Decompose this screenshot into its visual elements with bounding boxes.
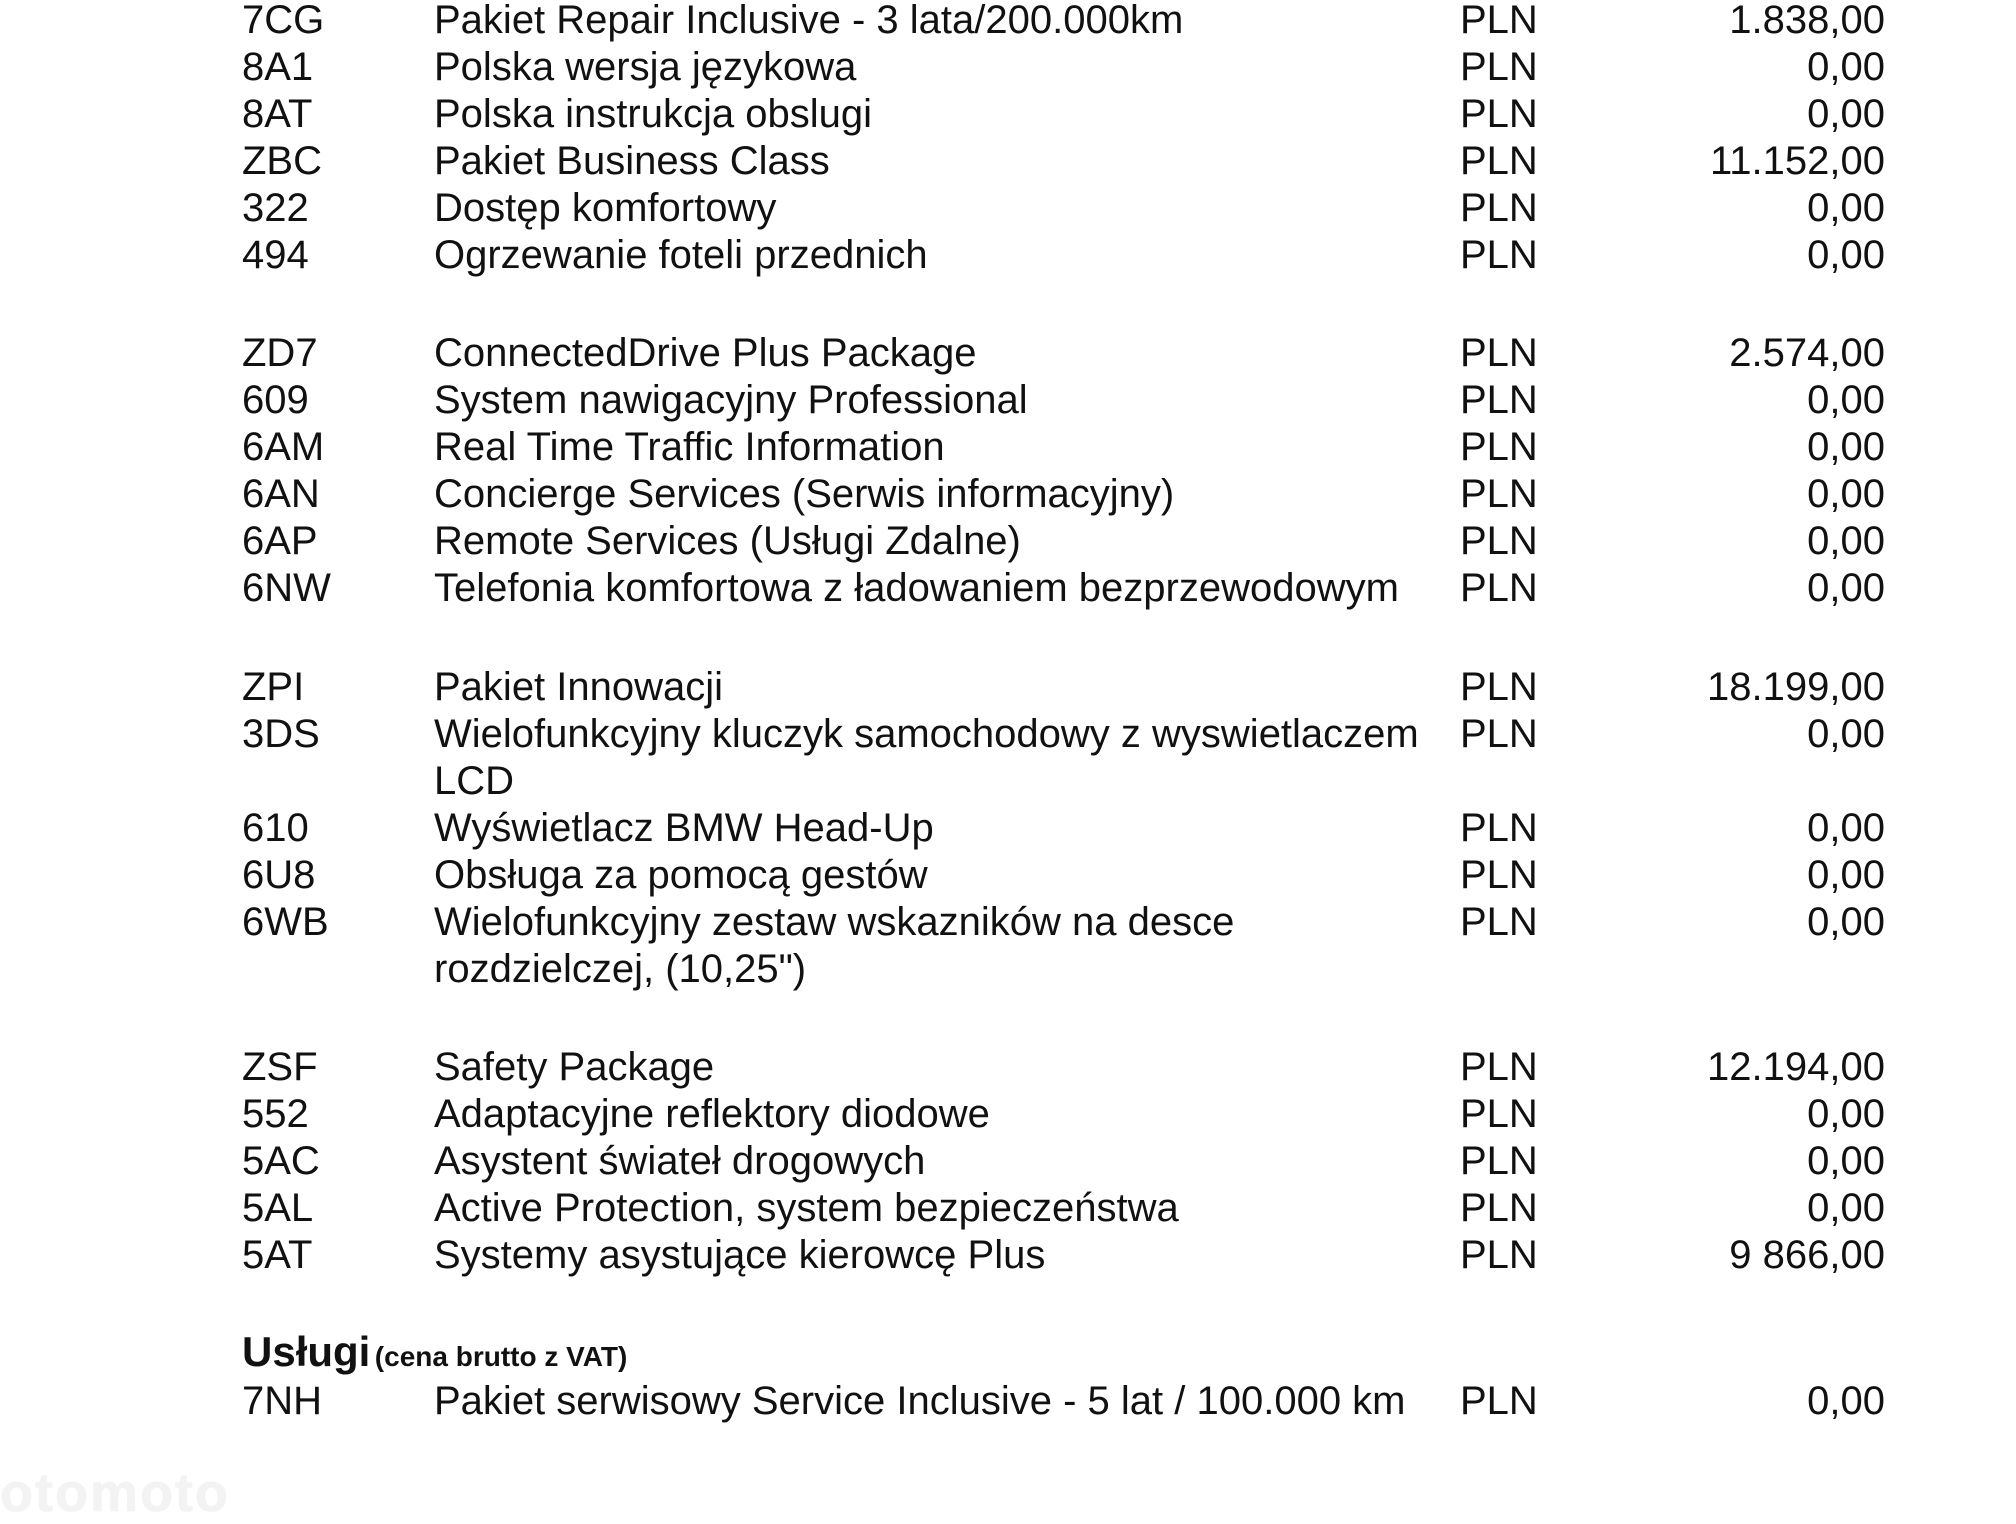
price: 0,00 <box>1807 853 1885 897</box>
price: 0,00 <box>1807 378 1885 422</box>
option-code: 5AL <box>242 1186 314 1230</box>
table-row <box>0 1044 2016 1091</box>
option-description: Wielofunkcyjny kluczyk samochodowy z wyswietlaczem LCD <box>434 712 1419 803</box>
price: 0,00 <box>1807 186 1885 230</box>
option-description: Active Protection, system bezpieczeństwa <box>434 1186 1179 1230</box>
table-row <box>0 899 2016 993</box>
option-description: Adaptacyjne reflektory diodowe <box>434 1092 990 1136</box>
price: 0,00 <box>1807 1379 1885 1423</box>
option-description: Dostęp komfortowy <box>434 186 777 230</box>
currency: PLN <box>1460 1045 1538 1089</box>
price: 0,00 <box>1807 472 1885 516</box>
option-code: 6AN <box>242 472 320 516</box>
price: 0,00 <box>1807 900 1885 944</box>
watermark: otomoto <box>0 1463 230 1523</box>
option-description: Telefonia komfortowa z ładowaniem bezprzewodowym <box>434 566 1399 610</box>
currency: PLN <box>1460 712 1538 756</box>
currency: PLN <box>1460 806 1538 850</box>
option-description: Pakiet serwisowy Service Inclusive - 5 lat / 100.000 km <box>434 1379 1406 1423</box>
currency: PLN <box>1460 45 1538 89</box>
option-description: Polska instrukcja obslugi <box>434 92 872 136</box>
option-code: ZBC <box>242 139 322 183</box>
table-row <box>0 138 2016 185</box>
option-code: ZSF <box>242 1045 318 1089</box>
table-row <box>0 330 2016 377</box>
currency: PLN <box>1460 1233 1538 1277</box>
price: 0,00 <box>1807 712 1885 756</box>
option-description: Concierge Services (Serwis informacyjny) <box>434 472 1175 516</box>
option-code: 8AT <box>242 92 313 136</box>
price: 0,00 <box>1807 1092 1885 1136</box>
price: 0,00 <box>1807 233 1885 277</box>
option-code: 552 <box>242 1092 309 1136</box>
table-row <box>0 1138 2016 1185</box>
currency: PLN <box>1460 331 1538 375</box>
price: 0,00 <box>1807 45 1885 89</box>
price: 11.152,00 <box>1710 139 1885 183</box>
price: 0,00 <box>1807 519 1885 563</box>
table-row <box>0 0 2016 44</box>
option-description: ConnectedDrive Plus Package <box>434 331 977 375</box>
option-code: 6NW <box>242 566 331 610</box>
table-row <box>0 1232 2016 1279</box>
table-row <box>0 664 2016 711</box>
currency: PLN <box>1460 425 1538 469</box>
currency: PLN <box>1460 853 1538 897</box>
table-row <box>0 805 2016 852</box>
option-code: 7CG <box>242 0 325 42</box>
services-heading <box>242 1328 627 1376</box>
price: 0,00 <box>1807 1186 1885 1230</box>
table-row <box>0 91 2016 138</box>
option-code: 6WB <box>242 900 329 944</box>
option-description: Pakiet Business Class <box>434 139 830 183</box>
table-row <box>0 471 2016 518</box>
option-description: System nawigacyjny Professional <box>434 378 1028 422</box>
option-code: 7NH <box>242 1379 323 1423</box>
services-title: Usługi <box>242 1328 371 1375</box>
table-row <box>0 518 2016 565</box>
option-code: 494 <box>242 233 309 277</box>
currency: PLN <box>1460 186 1538 230</box>
currency: PLN <box>1460 900 1538 944</box>
option-code: 3DS <box>242 712 320 756</box>
option-code: 322 <box>242 186 309 230</box>
currency: PLN <box>1460 1186 1538 1230</box>
option-description: Wyświetlacz BMW Head-Up <box>434 806 934 850</box>
option-code: ZPI <box>242 665 305 709</box>
price: 1.838,00 <box>1729 0 1885 42</box>
option-description: Remote Services (Usługi Zdalne) <box>434 519 1021 563</box>
table-row <box>0 1378 2016 1425</box>
price: 0,00 <box>1807 1139 1885 1183</box>
option-code: 5AC <box>242 1139 320 1183</box>
price: 0,00 <box>1807 92 1885 136</box>
option-code: 610 <box>242 806 309 850</box>
option-code: 609 <box>242 378 309 422</box>
option-code: 6AP <box>242 519 318 563</box>
table-row <box>0 424 2016 471</box>
currency: PLN <box>1460 665 1538 709</box>
services-note: (cena brutto z VAT) <box>374 1341 628 1372</box>
currency: PLN <box>1460 378 1538 422</box>
table-row <box>0 44 2016 91</box>
price: 18.199,00 <box>1707 665 1885 709</box>
currency: PLN <box>1460 1379 1538 1423</box>
price: 9 866,00 <box>1729 1233 1885 1277</box>
table-row <box>0 377 2016 424</box>
price: 0,00 <box>1807 566 1885 610</box>
table-row <box>0 565 2016 612</box>
option-description: Ogrzewanie foteli przednich <box>434 233 928 277</box>
price: 0,00 <box>1807 425 1885 469</box>
price: 12.194,00 <box>1707 1045 1885 1089</box>
currency: PLN <box>1460 519 1538 563</box>
option-code: 5AT <box>242 1233 313 1277</box>
currency: PLN <box>1460 472 1538 516</box>
option-description: Pakiet Innowacji <box>434 665 724 709</box>
currency: PLN <box>1460 233 1538 277</box>
option-description: Pakiet Repair Inclusive - 3 lata/200.000km <box>434 0 1184 42</box>
option-description: Safety Package <box>434 1045 715 1089</box>
option-code: 6U8 <box>242 853 316 897</box>
price: 2.574,00 <box>1729 331 1885 375</box>
currency: PLN <box>1460 1139 1538 1183</box>
option-description: Wielofunkcyjny zestaw wskazników na desce rozdzielczej, (10,25") <box>434 900 1235 991</box>
currency: PLN <box>1460 92 1538 136</box>
option-code: 8A1 <box>242 45 314 89</box>
table-row <box>0 1091 2016 1138</box>
table-row <box>0 1185 2016 1232</box>
currency: PLN <box>1460 139 1538 183</box>
currency: PLN <box>1460 566 1538 610</box>
option-code: ZD7 <box>242 331 318 375</box>
price: 0,00 <box>1807 806 1885 850</box>
table-row <box>0 232 2016 279</box>
option-description: Real Time Traffic Information <box>434 425 945 469</box>
option-description: Obsługa za pomocą gestów <box>434 853 928 897</box>
option-code: 6AM <box>242 425 325 469</box>
option-description: Polska wersja językowa <box>434 45 857 89</box>
table-row <box>0 852 2016 899</box>
option-description: Asystent świateł drogowych <box>434 1139 926 1183</box>
currency: PLN <box>1460 1092 1538 1136</box>
currency: PLN <box>1460 0 1538 42</box>
table-row <box>0 711 2016 805</box>
option-description: Systemy asystujące kierowcę Plus <box>434 1233 1046 1277</box>
table-row <box>0 185 2016 232</box>
